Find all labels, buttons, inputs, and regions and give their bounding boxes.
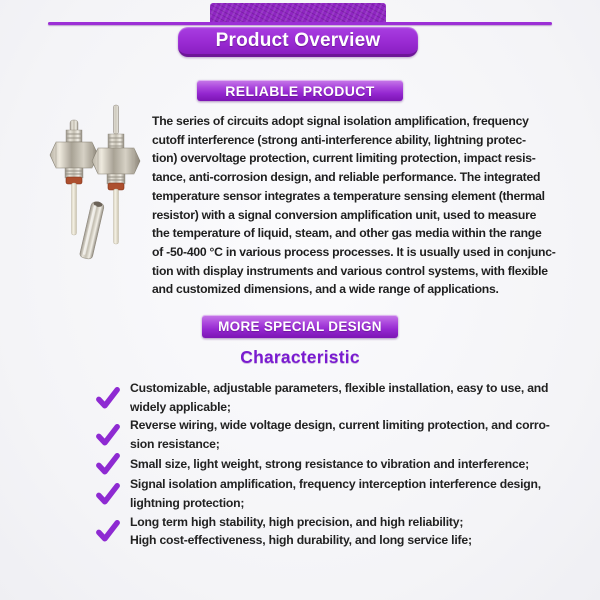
check-icon — [96, 520, 130, 542]
section-banner-more-special-design — [202, 315, 398, 338]
checklist-row — [96, 453, 566, 475]
checklist-row — [96, 416, 566, 453]
section-banner-more-design-label: MORE SPECIAL DESIGN — [218, 319, 382, 334]
decorative-top-tab — [210, 3, 386, 23]
checklist-line: Signal isolation amplification, frequency interception interference design, — [130, 477, 541, 492]
paragraph-line: of -50-400 °C in various process processes. It is usually used in conjunc- — [152, 244, 556, 259]
checklist-line: sion resistance; — [130, 436, 220, 451]
paragraph-line: The series of circuits adopt signal isolation amplification, frequency — [152, 114, 529, 128]
paragraph-line: the temperature of liquid, steam, and other gas media within the range — [152, 226, 542, 241]
paragraph-line: resistor) with a signal conversion amplification unit, used to measure — [152, 207, 537, 222]
section-banner-reliable-label: RELIABLE PRODUCT — [225, 82, 375, 99]
checklist-line: High cost-effectiveness, high durability, and long service life; — [130, 533, 472, 548]
paragraph-line: tance, anti-corrosion design, and reliable performance. The integrated — [152, 170, 541, 185]
checklist-line: Long term high stability, high precision, and high reliability; — [130, 514, 464, 529]
page-title-banner — [178, 27, 418, 57]
checklist-row — [96, 475, 566, 512]
paragraph-line: and customized dimensions, and a wide range of applications. — [152, 282, 499, 297]
check-icon — [96, 424, 130, 446]
check-icon — [96, 483, 130, 505]
check-icon — [96, 387, 130, 409]
probe-tube — [79, 200, 105, 260]
paragraph-line: cutoff interference (strong anti-interference ability, lightning protec- — [152, 132, 526, 147]
characteristic-heading: Characteristic — [240, 347, 360, 367]
checklist-row — [96, 379, 566, 416]
page-title: Product Overview — [215, 29, 381, 51]
check-icon — [96, 453, 130, 475]
overview-paragraph — [152, 112, 556, 299]
checklist-line: Reverse wiring, wide voltage design, current limiting protection, and corro- — [130, 418, 550, 433]
temperature-sensor-photo — [40, 104, 154, 304]
header-divider-line — [48, 22, 552, 25]
paragraph-line: tion with display instruments and various control systems, with flexible — [152, 263, 548, 278]
checklist-row — [96, 513, 566, 550]
checklist-line: Small size, light weight, strong resistance to vibration and interference; — [130, 457, 529, 472]
checklist-line: widely applicable; — [130, 399, 231, 414]
characteristic-checklist — [96, 379, 566, 550]
paragraph-line: tion) overvoltage protection, current limiting protection, impact resis- — [152, 151, 536, 166]
checklist-line: Customizable, adjustable parameters, flexible installation, easy to use, and — [130, 381, 549, 395]
section-banner-reliable-product — [197, 80, 403, 101]
paragraph-line: temperature sensor integrates a temperature sensing element (thermal — [152, 188, 545, 203]
checklist-line: lightning protection; — [130, 495, 245, 510]
